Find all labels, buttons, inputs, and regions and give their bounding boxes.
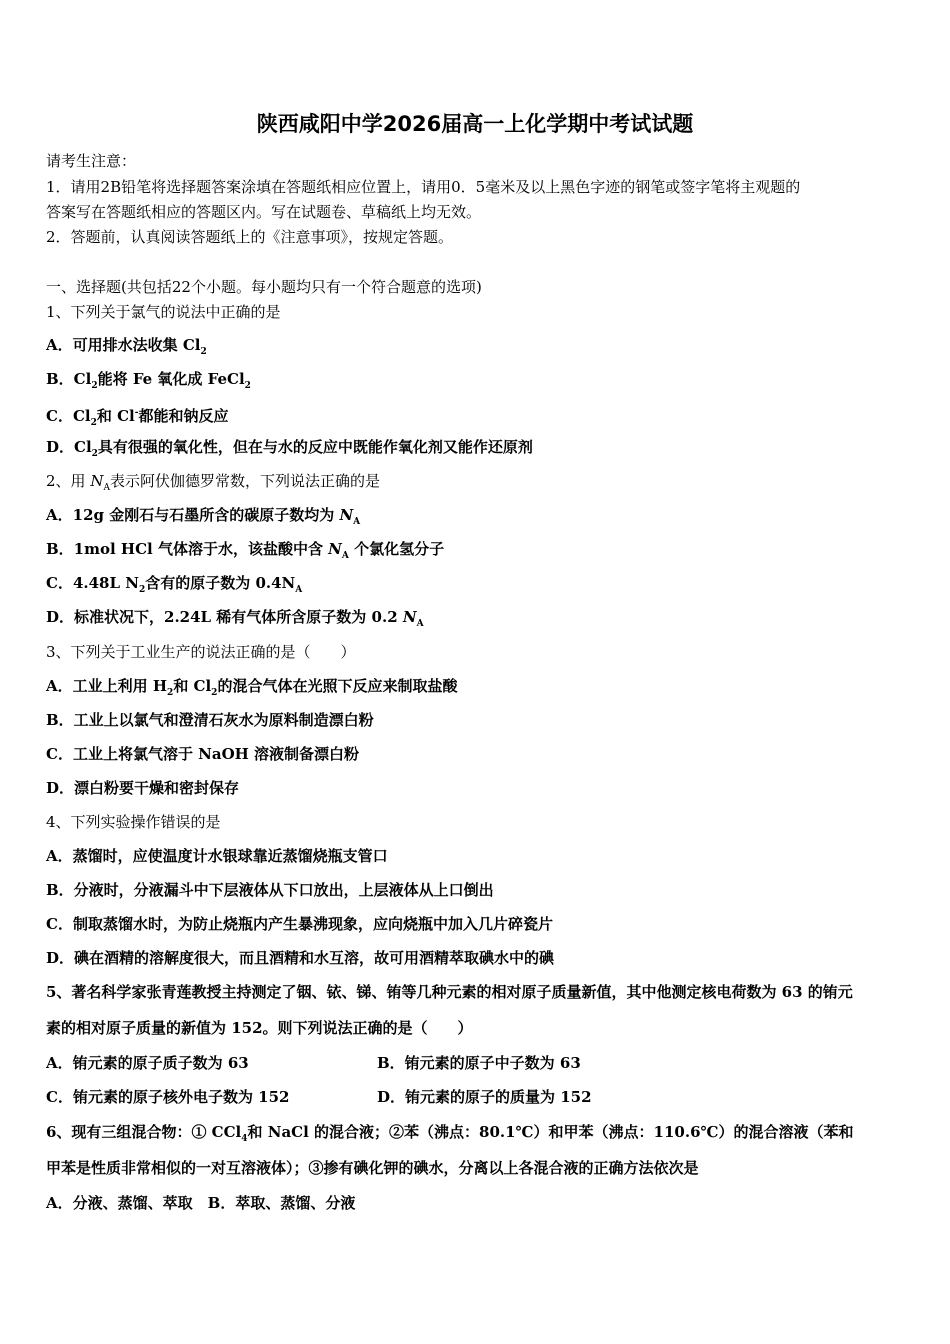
text-line — [46, 642, 356, 662]
subscript: 2 — [200, 347, 207, 357]
italic-symbol: N — [90, 472, 104, 490]
subscript: 2 — [91, 449, 98, 459]
text-segment: A．工业上利用 H — [46, 677, 168, 695]
text-segment: B．1mol HCl 气体溶于水，该盐酸中含 — [46, 540, 329, 558]
text-line — [46, 948, 554, 968]
text-segment: 2．答题前，认真阅读答题纸上的《注意事项》，按规定答题。 — [46, 228, 454, 246]
text-segment: 具有很强的氧化性，但在与水的反应中既能作氧化剂又能作还原剂 — [97, 438, 533, 456]
text-line — [46, 1053, 249, 1073]
text-line — [46, 151, 136, 171]
page-title: 陕西咸阳中学2026届高一上化学期中考试试题 — [256, 112, 694, 136]
text-line — [46, 1193, 355, 1213]
italic-symbol: N — [402, 608, 417, 626]
option-right — [377, 1087, 592, 1107]
text-line — [46, 437, 533, 464]
text-line — [46, 982, 853, 1002]
subscript: A — [295, 585, 303, 595]
text-segment: A．分液、蒸馏、萃取 B．萃取、蒸馏、分液 — [46, 1194, 356, 1212]
text-line — [46, 227, 453, 247]
text-segment: C．制取蒸馏水时，为防止烧瓶内产生暴沸现象，应向烧瓶中加入几片碎瓷片 — [46, 915, 553, 933]
text-segment: 和 Cl — [173, 677, 212, 695]
text-line — [46, 710, 374, 730]
text-line — [46, 914, 553, 934]
text-line — [46, 1018, 473, 1038]
subscript: 2 — [138, 585, 146, 595]
text-segment: B．分液时，分液漏斗中下层液体从下口放出，上层液体从上口倒出 — [46, 881, 494, 899]
text-line — [46, 277, 482, 297]
text-segment: 6、现有三组混合物：① CCl — [46, 1123, 242, 1141]
subscript: 4 — [241, 1134, 248, 1144]
text-segment: 表示阿伏伽德罗常数，下列说法正确的是 — [109, 472, 380, 490]
subscript: 2 — [167, 688, 174, 698]
text-line — [46, 369, 251, 396]
text-line — [46, 539, 444, 566]
text-segment: D．Cl — [46, 438, 92, 456]
text-segment: 个氯化氢分子 — [348, 540, 445, 558]
text-segment: D．铕元素的原子的质量为 152 — [377, 1088, 592, 1106]
text-segment: 4、下列实验操作错误的是 — [46, 813, 221, 831]
text-segment: D．标准状况下，2.24L 稀有气体所含原子数为 0.2 — [46, 608, 403, 626]
subscript: A — [103, 483, 110, 493]
text-segment: A．铕元素的原子质子数为 63 — [46, 1054, 249, 1072]
text-line — [46, 744, 359, 764]
text-segment: 请考生注意： — [46, 152, 137, 170]
text-segment: D．碘在酒精的溶解度很大，而且酒精和水互溶，故可用酒精萃取碘水中的碘 — [46, 949, 555, 967]
option-right — [377, 1053, 581, 1073]
text-line — [46, 573, 302, 600]
subscript: 2 — [244, 381, 251, 391]
text-segment: 能将 Fe 氧化成 FeCl — [97, 370, 245, 388]
text-line — [46, 202, 481, 222]
text-line — [46, 335, 207, 362]
subscript: A — [353, 517, 361, 527]
text-line — [46, 846, 388, 866]
text-line — [46, 607, 424, 634]
text-line — [46, 880, 494, 900]
text-segment: 1．请用2B铅笔将选择题答案涂填在答题纸相应位置上，请用0．5毫米及以上黑色字迹的钢笔或签字笔将主观题的 — [46, 178, 801, 196]
text-segment: B．Cl — [46, 370, 92, 388]
text-segment: 2、用 — [46, 472, 91, 490]
text-segment: 的混合气体在光照下反应来制取盐酸 — [217, 677, 458, 695]
text-line — [46, 471, 380, 498]
text-line — [46, 403, 228, 433]
subscript: 2 — [90, 418, 97, 428]
italic-symbol: N — [328, 540, 342, 558]
text-segment: A．蒸馏时，应使温度计水银球靠近蒸馏烧瓶支管口 — [46, 847, 388, 865]
text-segment: 素的相对原子质量的新值为 152。则下列说法正确的是（ ） — [46, 1019, 473, 1037]
text-segment: 5、著名科学家张青莲教授主持测定了铟、铱、锑、铕等几种元素的相对原子质量新值，其中他测定核电荷数为 63 的铕元 — [46, 983, 853, 1001]
text-segment: B．工业上以氯气和澄清石灰水为原料制造漂白粉 — [46, 711, 374, 729]
text-line — [46, 1087, 289, 1107]
text-segment: 3、下列关于工业生产的说法正确的是（ ） — [46, 643, 356, 661]
text-line — [46, 1158, 699, 1178]
text-segment: 一、选择题(共包括22个小题。每小题均只有一个符合题意的选项) — [46, 278, 482, 296]
text-segment: 甲苯是性质非常相似的一对互溶液体）；③掺有碘化钾的碘水，分离以上各混合液的正确方法依次是 — [46, 1159, 699, 1177]
text-segment: C．Cl — [46, 407, 91, 425]
text-segment: C．工业上将氯气溶于 NaOH 溶液制备漂白粉 — [46, 745, 360, 763]
text-segment: 含有的原子数为 0.4N — [145, 574, 296, 592]
text-segment: 都能和钠反应 — [138, 407, 229, 425]
text-segment: A．可用排水法收集 Cl — [46, 336, 201, 354]
superscript: - — [134, 408, 139, 418]
subscript: A — [416, 619, 424, 629]
text-line — [46, 505, 360, 532]
subscript: 2 — [211, 688, 218, 698]
text-segment: A．12g 金刚石与石墨所含的碳原子数均为 — [46, 506, 340, 524]
text-line — [46, 302, 281, 322]
subscript: 2 — [91, 381, 98, 391]
text-line — [46, 676, 457, 703]
text-line — [46, 812, 221, 832]
text-line — [46, 177, 800, 197]
text-line — [46, 778, 239, 798]
italic-symbol: N — [339, 506, 354, 524]
text-segment: 答案写在答题纸相应的答题区内。写在试题卷、草稿纸上均无效。 — [46, 203, 482, 221]
text-line — [46, 1122, 853, 1149]
text-segment: B．铕元素的原子中子数为 63 — [377, 1054, 581, 1072]
text-segment: 1、下列关于氯气的说法中正确的是 — [46, 303, 281, 321]
text-segment: D．漂白粉要干燥和密封保存 — [46, 779, 240, 797]
text-segment: 和 Cl — [96, 407, 135, 425]
text-segment: C．铕元素的原子核外电子数为 152 — [46, 1088, 290, 1106]
subscript: A — [341, 551, 349, 561]
text-segment: 和 NaCl 的混合液；②苯（沸点：80.1℃）和甲苯（沸点：110.6℃）的混合溶液（苯和 — [247, 1123, 854, 1141]
text-segment: C．4.48L N — [46, 574, 139, 592]
